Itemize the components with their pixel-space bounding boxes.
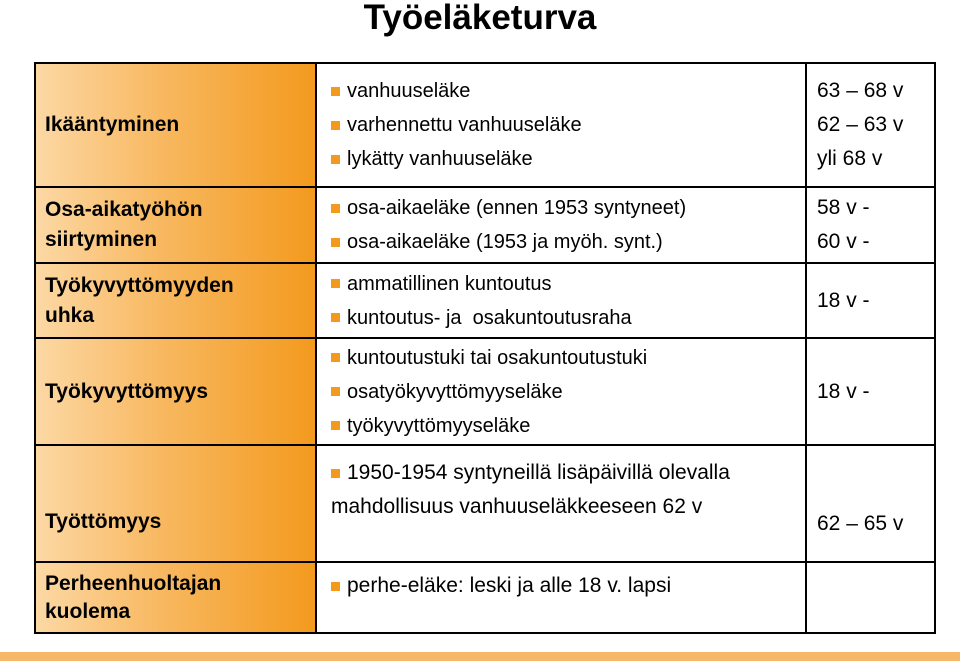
ages-perheenhuoltaja (806, 562, 935, 633)
category-tyokyvyttomyys: Työkyvyttömyys (35, 338, 316, 445)
list-item: kuntoutustuki tai osakuntoutustuki (331, 341, 805, 375)
list-item: lykätty vanhuuseläke (331, 142, 805, 176)
category-tyokyvyttomyyden-uhka: Työkyvyttömyyden uhka (35, 263, 316, 338)
items-tyottomyys (316, 445, 806, 562)
category-osa-aika: Osa-aikatyöhön siirtyminen (35, 187, 316, 263)
ages-tyokyvyttomyyden-uhka (806, 263, 935, 338)
list-item: 1950-1954 syntyneillä lisäpäivillä olevalla (331, 456, 805, 490)
ages-ikaantyminen (806, 63, 935, 187)
list-item: varhennettu vanhuuseläke (331, 108, 805, 142)
age-value: 63 – 68 v (817, 79, 904, 102)
age-value: yli 68 v (817, 147, 883, 170)
list-item: osa-aikaeläke (ennen 1953 syntyneet) (331, 191, 805, 225)
bullet-icon (331, 582, 340, 591)
ages-tyokyvyttomyys (806, 338, 935, 445)
items-osa-aika (316, 187, 806, 263)
age-value: 18 v - (817, 288, 870, 312)
list-item: perhe-eläke: leski ja alle 18 v. lapsi (331, 569, 805, 603)
ages-osa-aika (806, 187, 935, 263)
list-item: kuntoutus- ja osakuntoutusraha (331, 301, 805, 335)
age-value: 58 v - (817, 196, 870, 219)
items-perheenhuoltaja (316, 562, 806, 633)
list-item-continuation: mahdollisuus vanhuuseläkkeeseen 62 v (331, 495, 703, 518)
bullet-icon (331, 121, 340, 130)
ages-tyottomyys (806, 445, 935, 562)
pension-table (34, 62, 936, 634)
items-ikaantyminen (316, 63, 806, 187)
bullet-icon (331, 155, 340, 164)
list-item: vanhuuseläke (331, 74, 805, 108)
category-ikaantyminen: Ikääntyminen (35, 63, 316, 187)
table-row-tyokyvyttomyyden-uhka (35, 263, 935, 338)
bullet-icon (331, 469, 340, 478)
bullet-icon (331, 387, 340, 396)
table-row-tyokyvyttomyys (35, 338, 935, 445)
age-value: 62 – 65 v (817, 512, 904, 535)
bottom-accent-bar (0, 652, 960, 661)
table-row-perheenhuoltaja (35, 562, 935, 633)
bullet-icon (331, 421, 340, 430)
bullet-icon (331, 353, 340, 362)
table-row-tyottomyys (35, 445, 935, 562)
items-tyokyvyttomyyden-uhka (316, 263, 806, 338)
items-tyokyvyttomyys (316, 338, 806, 445)
list-item: osatyökyvyttömyyseläke (331, 375, 805, 409)
bullet-icon (331, 204, 340, 213)
age-value: 60 v - (817, 230, 870, 253)
bullet-icon (331, 87, 340, 96)
page-title: Työeläketurva (363, 0, 597, 37)
category-tyottomyys: Työttömyys (35, 445, 316, 562)
bullet-icon (331, 279, 340, 288)
age-value: 62 – 63 v (817, 113, 904, 136)
list-item: osa-aikaeläke (1953 ja myöh. synt.) (331, 225, 805, 259)
age-value: 18 v - (817, 379, 870, 403)
table-row-ikaantyminen (35, 63, 935, 187)
list-item: työkyvyttömyyseläke (331, 409, 805, 443)
category-perheenhuoltaja: Perheenhuoltajan kuolema (35, 562, 316, 633)
bullet-icon (331, 313, 340, 322)
bullet-icon (331, 238, 340, 247)
table-row-osa-aika (35, 187, 935, 263)
list-item: ammatillinen kuntoutus (331, 267, 805, 301)
